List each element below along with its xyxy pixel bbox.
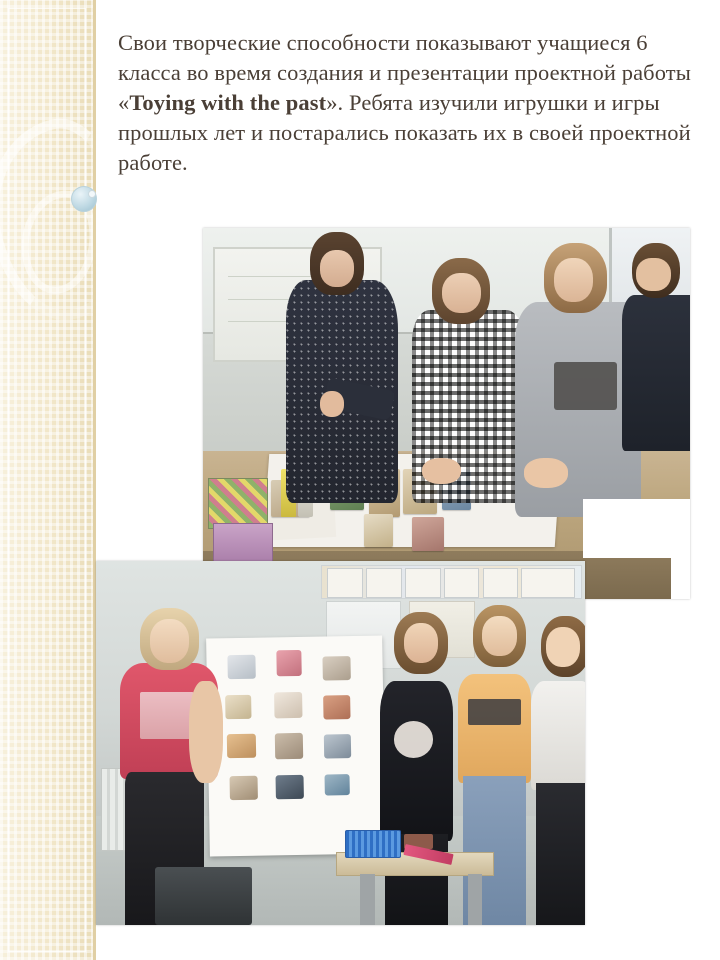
- student-orange-shirt-print: [468, 699, 522, 724]
- slide-text-block: [118, 28, 694, 178]
- pencil-case: [345, 830, 401, 857]
- photo-white-edge: [671, 551, 690, 599]
- student-white-shirt-face: [546, 627, 580, 667]
- desk-leg: [468, 874, 483, 925]
- student-white-shirt-body: [531, 681, 585, 790]
- student-white-shirt-legs: [536, 783, 585, 925]
- photo-students-making-project: [203, 228, 690, 599]
- purple-box: [213, 523, 273, 566]
- poster-picture: [324, 695, 351, 719]
- student-left-face: [320, 250, 354, 287]
- decorative-left-band: [0, 0, 96, 960]
- photo-white-corner: [583, 499, 690, 558]
- photo-student-presenting-poster: [96, 561, 585, 925]
- student-right-hand: [524, 458, 568, 488]
- student-far-right-body: [622, 295, 690, 451]
- student-left-hand: [320, 391, 344, 417]
- patterned-box: [208, 478, 268, 528]
- poster-picture: [228, 656, 257, 681]
- student-black-shirt-print: [394, 721, 433, 757]
- banner-segment: [405, 568, 441, 598]
- slide-text-part-1: Свои творческие способности показывают учащиеся 6 класса во время создания и презентации проектной работы «: [118, 30, 691, 115]
- student-center-face: [442, 273, 481, 314]
- student-orange-shirt-body: [458, 674, 531, 783]
- poster-picture: [325, 774, 350, 796]
- student-orange-shirt-face: [482, 616, 516, 656]
- poster-picture: [230, 776, 259, 801]
- poster-picture: [324, 735, 351, 759]
- presentation-poster: [207, 636, 387, 857]
- desk-leg: [360, 874, 375, 925]
- slide-text-highlight: Toying with the past: [129, 90, 327, 115]
- poster-picture: [275, 733, 304, 760]
- presenter-arm: [189, 681, 223, 783]
- slide-text-part-2: ». Ребята изучили игрушки и игры прошлых лет и постарались показать их в своей проектной работе.: [118, 90, 691, 175]
- banner-segment: [366, 568, 402, 598]
- chair: [155, 867, 253, 925]
- picture-card: [364, 514, 393, 547]
- poster-picture: [228, 734, 257, 759]
- wall-info-banner: [321, 565, 582, 600]
- poster-picture: [323, 656, 352, 681]
- student-right-sweater-print: [554, 362, 617, 410]
- presenter-shirt-print: [140, 692, 194, 739]
- picture-card: [412, 517, 444, 550]
- banner-segment: [444, 568, 480, 598]
- presenter-face: [150, 619, 189, 663]
- bubble-ornament-small-icon: [88, 190, 96, 198]
- poster-picture: [274, 692, 303, 719]
- student-black-shirt-body: [380, 681, 453, 841]
- banner-segment: [521, 568, 575, 598]
- student-right-face: [554, 258, 593, 303]
- student-black-shirt-face: [404, 623, 438, 663]
- poster-picture: [225, 695, 252, 719]
- student-center-hand: [422, 458, 461, 484]
- poster-picture: [276, 775, 305, 800]
- banner-segment: [483, 568, 519, 598]
- student-far-right-face: [636, 258, 670, 291]
- poster-picture: [277, 650, 302, 677]
- banner-segment: [327, 568, 363, 598]
